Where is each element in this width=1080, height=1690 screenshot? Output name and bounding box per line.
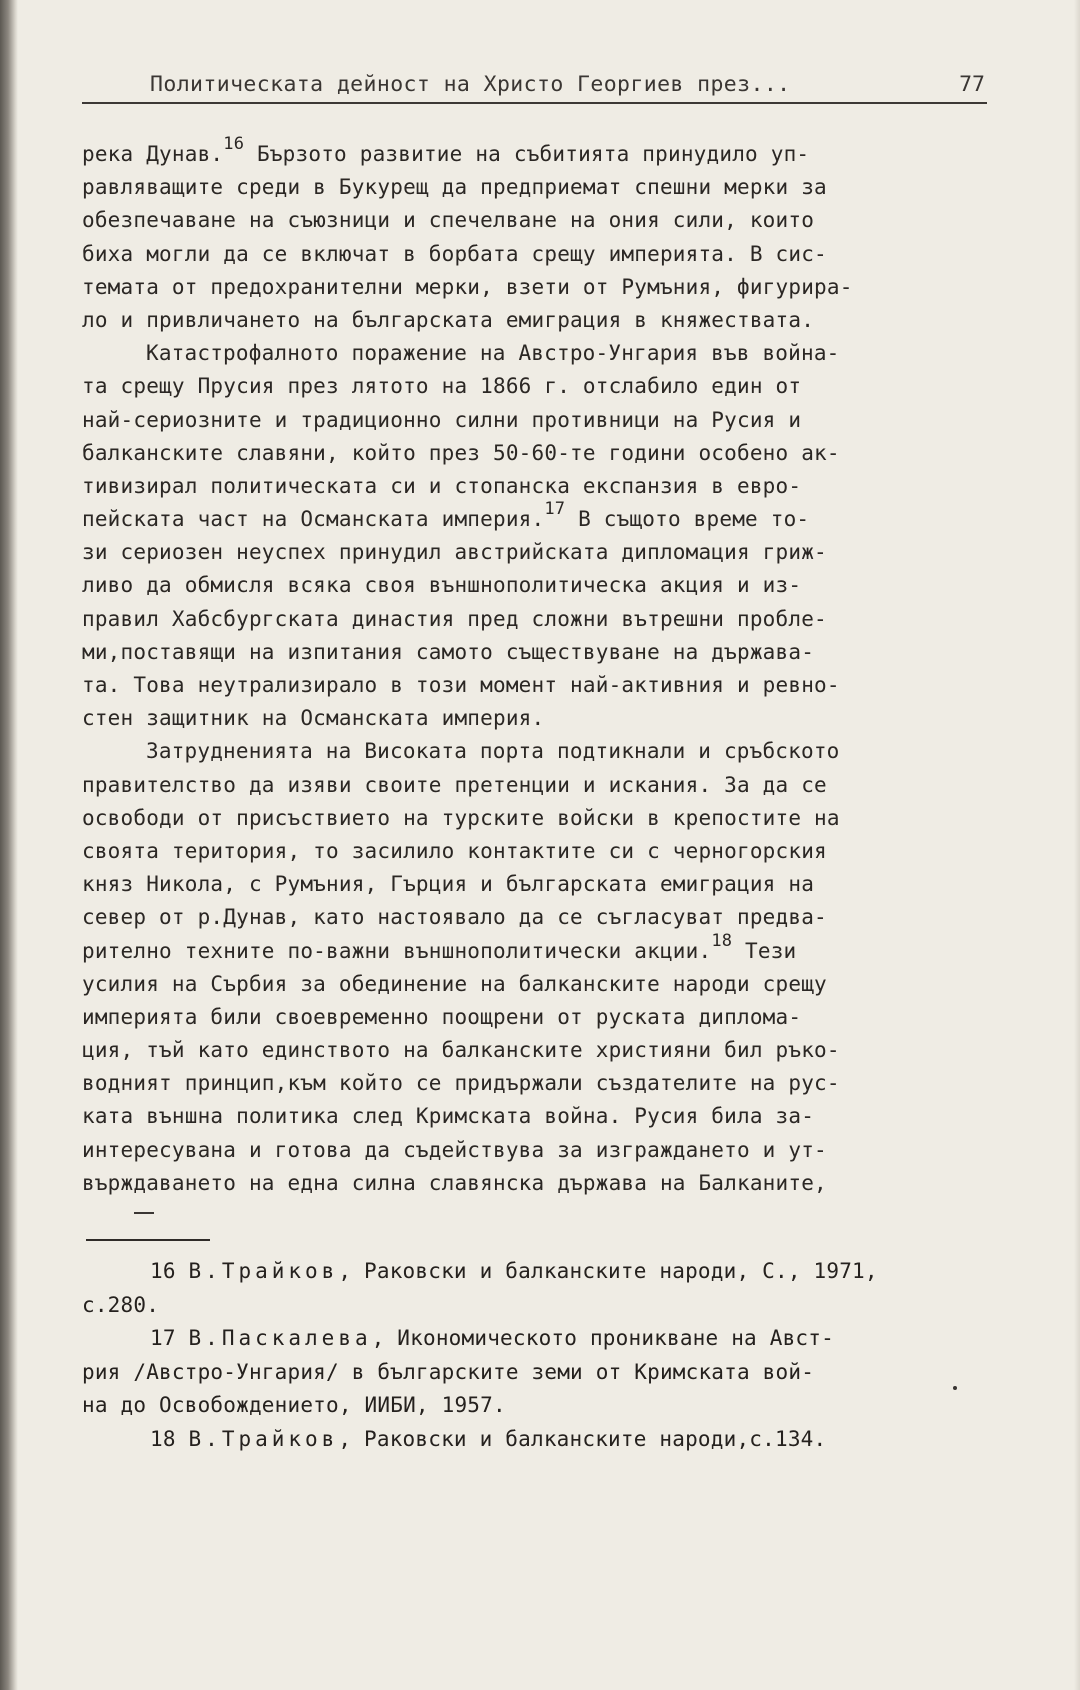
stray-mark <box>134 1212 154 1214</box>
text-line: водният принцип,към който се придържали създателите на рус- <box>82 1071 840 1096</box>
text-line: ката външна политика след Кримската война. Русия била за- <box>82 1104 815 1129</box>
text-line: най-сериозните и традиционно силни противници на Русия и <box>82 407 802 432</box>
paragraph-start: Затрудненията на Високата порта подтикнали и сръбското <box>146 739 840 764</box>
running-header <box>82 70 987 104</box>
page-number: 77 <box>959 72 985 97</box>
text-line: та. Това неутрализирало в този момент най-активния и ревно- <box>82 673 840 697</box>
footnote-author: В.Трайков <box>188 1259 339 1283</box>
text-line: тивизирал политическата си и стопанска експанзия в евро- <box>82 473 802 498</box>
text-line: империята били своевременно поощрени от руската диплома- <box>82 1004 802 1029</box>
text-line: стен защитник на Османската империя. <box>82 706 545 731</box>
footnote-ref-16: 16 <box>223 134 245 154</box>
text-line: ми,поставящи на изпитания самото съществуване на държава- <box>82 639 815 664</box>
text-line: усилия на Сърбия за обединение на балканските народи срещу <box>82 971 827 996</box>
footnote-18: 18 В.Трайков, Раковски и балканските народи,с.134. <box>150 1426 827 1451</box>
text-line: обезпечаване на съюзници и спечелване на ония сили, които <box>82 208 815 233</box>
text-line: княз Никола, с Румъния, Гърция и българската емиграция на <box>82 872 815 897</box>
text-line: рително техните по-важни външнополитически акции.$^{18}$ Тези <box>82 930 797 963</box>
text-line: темата от предохранителни мерки, взети от Румъния, фигурира- <box>82 274 853 299</box>
main-text <box>82 134 992 1200</box>
text-line: биха могли да се включат в борбата срещу империята. В сис- <box>82 241 827 266</box>
footnote-line: на до Освобождението, ИИБИ, 1957. <box>82 1393 506 1418</box>
footnote-17: 17 В.Паскалева, Икономическото проникване на Авст- <box>150 1326 834 1351</box>
footnote-separator <box>86 1239 210 1241</box>
footnote-ref-18: 18 <box>711 930 733 951</box>
text-line: север от р.Дунав, като настоявало да се съгласуват предва- <box>82 905 827 930</box>
footnotes <box>82 1255 992 1457</box>
text-line: върждаването на една силна славянска държава на Балканите, <box>82 1170 827 1195</box>
running-title: Политическата дейност на Христо Георгиев през... <box>150 72 791 97</box>
text-line: правителство да изяви своите претенции и искания. За да се <box>82 772 827 797</box>
page-binding-shadow <box>0 0 18 1690</box>
text-line: равляващите среди в Букурещ да предприемат спешни мерки за <box>82 175 827 200</box>
footnote-16: 16 В.Трайков, Раковски и балканските народи, С., 1971, <box>150 1259 878 1283</box>
text-line: ло и привличането на българската емиграция в княжествата. <box>82 307 815 332</box>
text-line: зи сериозен неуспех принудил австрийската дипломация гриж- <box>82 540 827 565</box>
text-line: ция, тъй като единството на балканските християни бил ръко- <box>82 1038 840 1063</box>
text-line: пейската част на Османската империя.$^{17}$ В същото време то- <box>82 499 810 532</box>
footnote-author: В.Паскалева <box>188 1326 372 1351</box>
text-line: интересувана и готова да съдействува за изграждането и ут- <box>82 1137 827 1162</box>
text-line: правил Хабсбургската династия пред сложни вътрешни пробле- <box>82 606 827 631</box>
footnote-line: с.280. <box>82 1292 160 1317</box>
text-line: освободи от присъствието на турските войски в крепостите на <box>82 805 840 830</box>
page-right-edge <box>1074 0 1080 1690</box>
text-line: та срещу Прусия през лятото на 1866 г. отслабило един от <box>82 374 802 399</box>
text-line: ливо да обмисля всяка своя външнополитическа акция и из- <box>82 573 802 598</box>
text-line: река Дунав.$^{16}$ Бързото развитие на събитията принудило уп- <box>82 134 810 166</box>
paragraph-start: Катастрофалното поражение на Австро-Унгария във война- <box>146 341 840 366</box>
text-line: балканските славяни, който през 50-60-те години особено ак- <box>82 440 840 465</box>
footnote-author: В.Трайков <box>188 1426 339 1451</box>
text-line: своята територия, то засилило контактите си с черногорския <box>82 838 827 863</box>
footnote-line: рия /Австро-Унгария/ в българските земи от Кримската вой- <box>82 1359 815 1384</box>
footnote-ref-17: 17 <box>544 499 566 520</box>
stray-dot <box>953 1386 957 1390</box>
